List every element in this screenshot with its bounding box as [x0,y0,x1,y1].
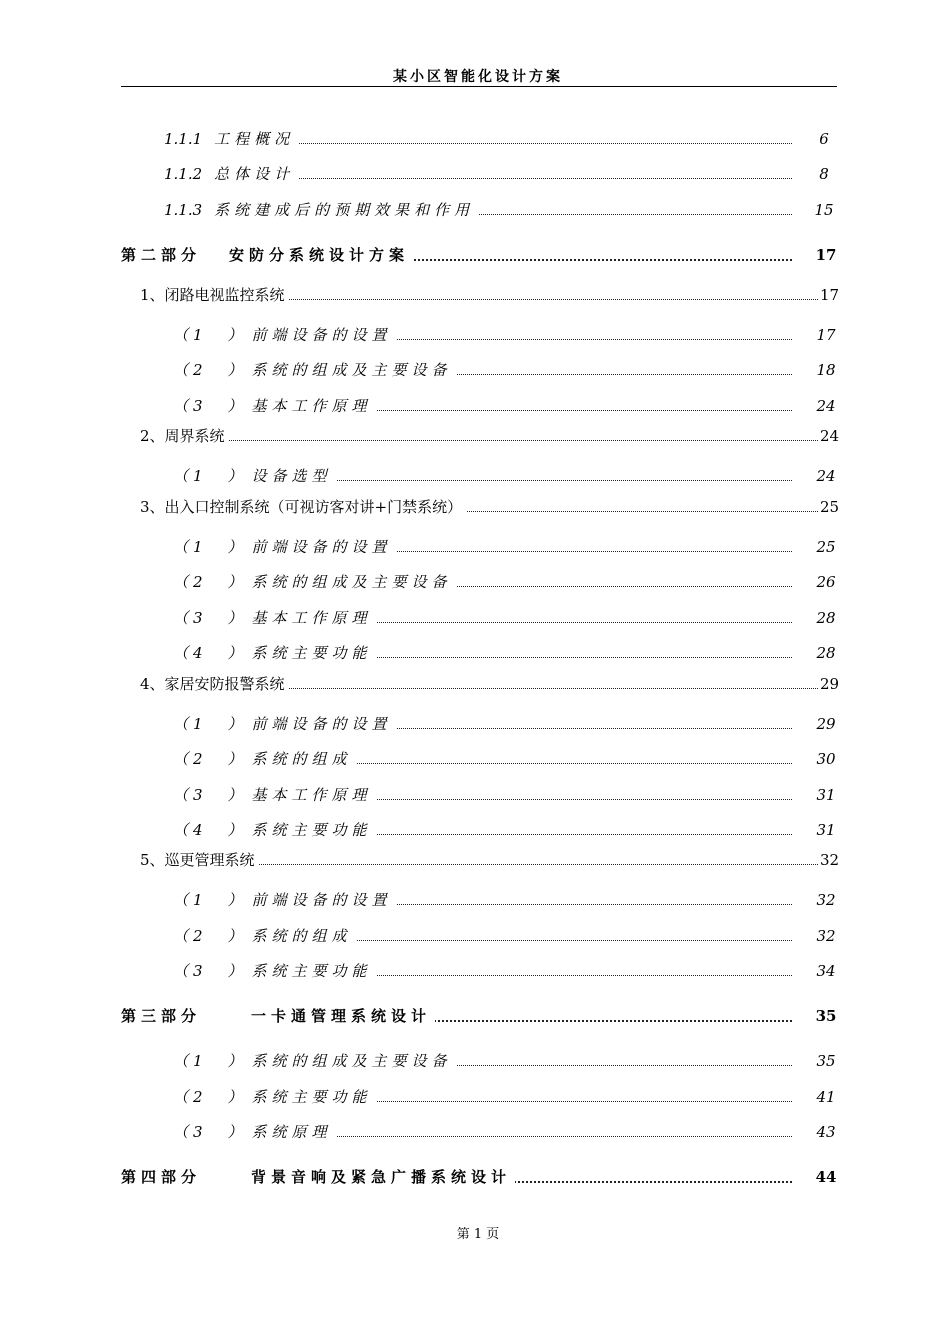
toc-entry-page-number: 17 [806,324,842,346]
toc-entry[interactable] [0,571,950,593]
toc-entry-number: 第二部分 [121,246,202,264]
toc-entry-number: （2 ） [173,361,248,379]
toc-entry-page-number: 8 [806,163,838,185]
toc-entry-label [173,1050,456,1072]
toc-entry-title: 前端设备的设置 [251,891,392,909]
toc-entry-label [121,244,413,266]
toc-entry-page-number: 28 [806,607,842,629]
toc-entry-number: （4 ） [173,644,248,662]
toc-entry-number: （3 ） [173,397,248,415]
toc-entry-page-number: 25 [818,496,842,518]
toc-entry[interactable] [0,925,950,947]
toc-entry[interactable] [0,819,950,841]
toc-entry[interactable] [0,889,950,911]
toc-entry-title: 闭路电视监控系统 [164,286,285,304]
toc-entry-page-number: 17 [806,244,842,266]
toc-entry[interactable] [0,784,950,806]
toc-entry[interactable] [0,1166,950,1188]
toc-entry-number: （4 ） [173,821,248,839]
toc-entry-title: 一卡通管理系统设计 [251,1007,432,1025]
toc-entry-title: 基本工作原理 [251,609,372,627]
toc-entry[interactable] [0,642,950,664]
toc-entry[interactable] [0,673,950,695]
toc-entry-number: （3 ） [173,962,248,980]
toc-entry-title: 系统主要功能 [251,821,372,839]
toc-entry[interactable] [0,713,950,735]
toc-entry-label [173,571,456,593]
toc-entry-title: 设备选型 [251,467,332,485]
toc-entry-number: （2 ） [173,573,248,591]
toc-entry-page-number: 24 [806,465,842,487]
toc-entry[interactable] [0,199,950,221]
toc-entry-label [173,925,356,947]
toc-entry-label [173,607,376,629]
toc-entry-title: 系统建成后的预期效果和作用 [214,201,475,219]
page-header-title: 某小区智能化设计方案 [393,69,563,85]
toc-entry-page-number: 29 [806,713,842,735]
toc-entry-page-number: 25 [806,536,842,558]
toc-entry-label [173,713,396,735]
toc-entry-title: 总体设计 [214,165,295,183]
toc-entry-label [140,284,289,306]
toc-entry-page-number: 15 [806,199,838,221]
toc-entry-title: 家居安防报警系统 [164,675,285,693]
toc-entry-label [173,960,376,982]
toc-entry-page-number: 32 [806,925,842,947]
toc-entry-title: 巡更管理系统 [164,851,255,869]
toc-entry-label [173,784,376,806]
toc-entry-number: （2 ） [173,1088,248,1106]
toc-entry-title: 基本工作原理 [251,786,372,804]
toc-entry[interactable] [0,284,950,306]
toc-entry-number: 2、 [140,427,165,445]
toc-entry[interactable] [0,163,950,185]
toc-entry-title: 系统主要功能 [251,644,372,662]
toc-entry-title: 系统的组成 [251,750,352,768]
toc-entry-label [173,536,396,558]
toc-entry-label [164,128,298,150]
toc-entry-label [173,465,336,487]
toc-entry-number: 第四部分 [121,1168,202,1186]
toc-entry-page-number: 43 [806,1121,842,1143]
toc-entry-label [121,1005,435,1027]
toc-entry-number: 1.1.3 [164,201,203,219]
toc-entry-number: （1 ） [173,715,248,733]
toc-entry-page-number: 17 [818,284,842,306]
toc-entry-title: 系统的组成及主要设备 [251,361,452,379]
toc-entry-number: 第三部分 [121,1007,202,1025]
page-number-footer: 第 1 页 [456,1227,500,1242]
toc-entry-label [164,199,478,221]
toc-entry-number: （2 ） [173,750,248,768]
toc-entry-title: 背景音响及紧急广播系统设计 [251,1168,512,1186]
toc-entry-label [173,1121,336,1143]
toc-entry[interactable] [0,359,950,381]
toc-entry-number: （1 ） [173,1052,248,1070]
toc-entry-page-number: 26 [806,571,842,593]
toc-entry-number: 1.1.2 [164,165,203,183]
toc-entry-title: 工程概况 [214,130,295,148]
toc-entry[interactable] [0,425,950,447]
toc-entry-title: 前端设备的设置 [251,326,392,344]
toc-entry-title: 系统主要功能 [251,1088,372,1106]
toc-entry-page-number: 30 [806,748,842,770]
toc-entry-page-number: 35 [806,1005,842,1027]
toc-entry-label [173,819,376,841]
toc-entry-label [140,496,466,518]
toc-entry-page-number: 6 [806,128,838,150]
toc-entry-page-number: 35 [806,1050,842,1072]
toc-entry-number: （3 ） [173,1123,248,1141]
toc-entry-title: 系统原理 [251,1123,332,1141]
toc-entry[interactable] [0,1050,950,1072]
toc-entry[interactable] [0,465,950,487]
toc-entry[interactable] [0,128,950,150]
toc-entry-label [140,673,289,695]
toc-entry-page-number: 29 [818,673,842,695]
toc-entry-title: 安防分系统设计方案 [229,246,410,264]
toc-entry-label [173,1086,376,1108]
toc-entry-page-number: 44 [806,1166,842,1188]
toc-entry-page-number: 34 [806,960,842,982]
toc-entry-title: 系统的组成及主要设备 [251,1052,452,1070]
dot-leader [140,440,820,441]
toc-entry-number: （1 ） [173,326,248,344]
toc-entry-label [173,748,356,770]
toc-entry[interactable] [0,1121,950,1143]
toc-entry-label [173,395,376,417]
header-divider [121,86,837,87]
toc-entry-number: （2 ） [173,927,248,945]
toc-entry-page-number: 31 [806,784,842,806]
toc-entry-number: （1 ） [173,538,248,556]
toc-entry-label [173,359,456,381]
toc-entry-number: 3、 [140,498,165,516]
toc-entry-number: 1.1.1 [164,130,203,148]
toc-entry-label [140,425,229,447]
toc-entry-page-number: 41 [806,1086,842,1108]
toc-entry-title: 出入口控制系统（可视访客对讲+门禁系统） [164,498,463,516]
toc-entry[interactable] [0,395,950,417]
toc-entry-label [164,163,298,185]
toc-entry[interactable] [0,536,950,558]
toc-entry-label [140,849,259,871]
toc-entry[interactable] [0,1005,950,1027]
toc-entry-page-number: 32 [806,889,842,911]
toc-entry-title: 系统主要功能 [251,962,372,980]
toc-entry-number: 4、 [140,675,165,693]
toc-entry-number: 5、 [140,851,165,869]
toc-entry-title: 周界系统 [164,427,225,445]
toc-entry-label [173,889,396,911]
toc-entry[interactable] [0,1086,950,1108]
toc-entry-title: 系统的组成 [251,927,352,945]
toc-entry[interactable] [0,748,950,770]
toc-entry-number: （1 ） [173,467,248,485]
toc-entry-page-number: 24 [818,425,842,447]
toc-entry-label [173,642,376,664]
toc-entry-page-number: 24 [806,395,842,417]
toc-entry-page-number: 28 [806,642,842,664]
toc-entry-title: 前端设备的设置 [251,715,392,733]
toc-entry-number: 1、 [140,286,165,304]
toc-entry-label [173,324,396,346]
toc-entry-label [121,1166,515,1188]
toc-entry-number: （1 ） [173,891,248,909]
toc-entry[interactable] [0,607,950,629]
toc-entry-title: 基本工作原理 [251,397,372,415]
toc-entry[interactable] [0,496,950,518]
toc-entry-page-number: 31 [806,819,842,841]
toc-entry[interactable] [0,960,950,982]
toc-entry-title: 前端设备的设置 [251,538,392,556]
toc-entry-title: 系统的组成及主要设备 [251,573,452,591]
toc-entry[interactable] [0,244,950,266]
toc-entry[interactable] [0,324,950,346]
toc-entry[interactable] [0,849,950,871]
toc-entry-number: （3 ） [173,786,248,804]
toc-entry-number: （3 ） [173,609,248,627]
toc-entry-page-number: 18 [806,359,842,381]
toc-entry-page-number: 32 [818,849,842,871]
